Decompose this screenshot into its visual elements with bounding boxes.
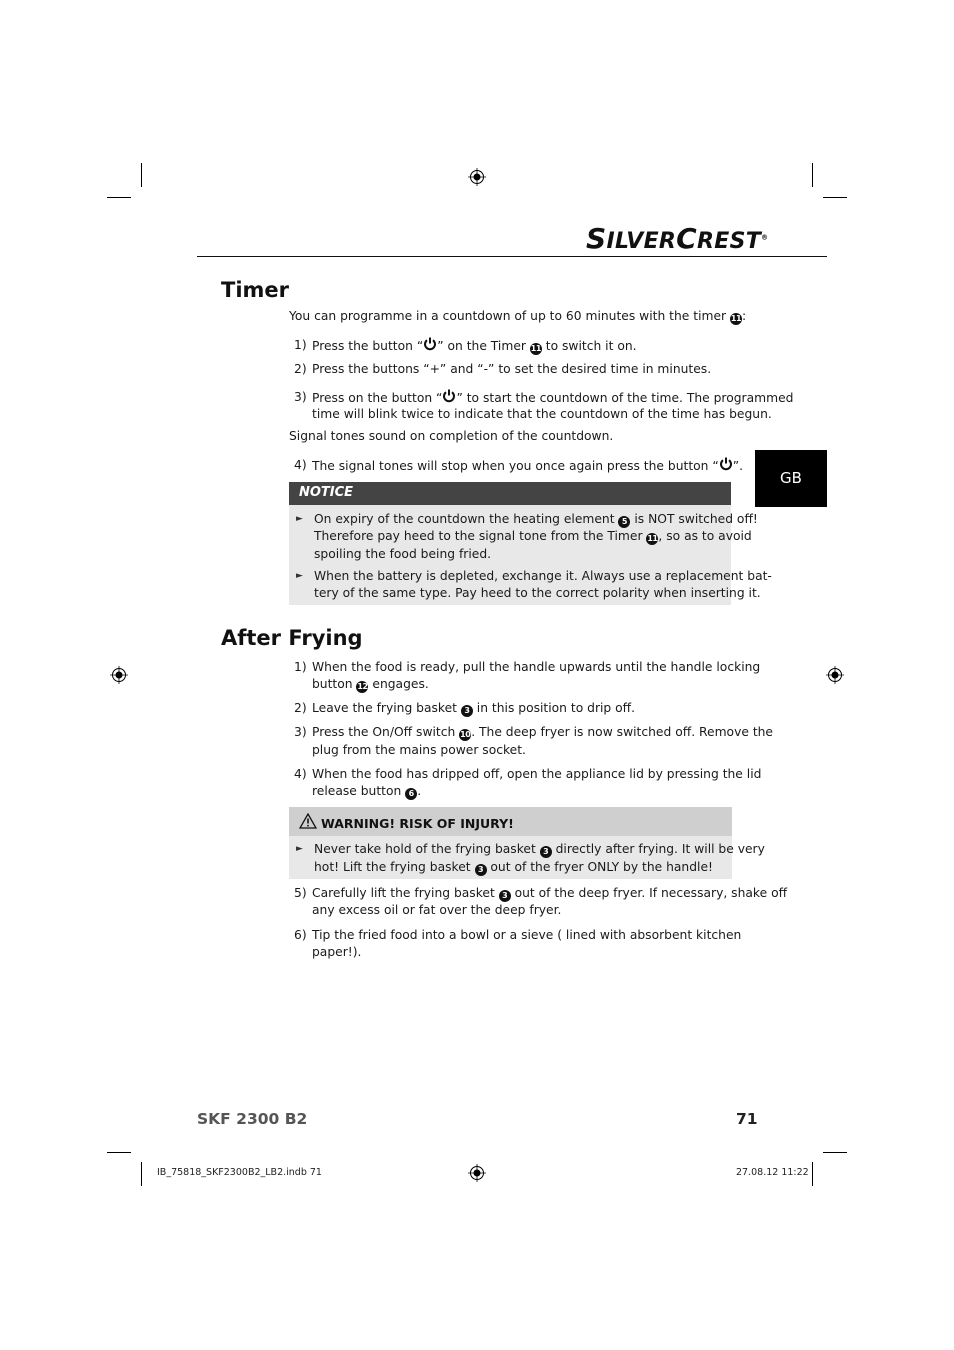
notice-bullet-1-line-1: On expiry of the countdown the heating element 5 is NOT switched off! (314, 512, 758, 526)
warning-title: WARNING! RISK OF INJURY! (321, 816, 514, 831)
notice-bullet-2-line-2: tery of the same type. Pay heed to the correct polarity when inserting it. (314, 586, 761, 600)
warning-line-2: hot! Lift the frying basket 3 out of the fryer ONLY by the handle! (314, 860, 713, 874)
bullet-arrow-icon: ► (296, 514, 303, 524)
ref-badge: 10 (460, 730, 471, 739)
crop-mark (823, 1152, 847, 1153)
after-step-3-line-2: plug from the mains power socket. (312, 743, 526, 757)
footer-model-number: SKF 2300 B2 (197, 1110, 308, 1128)
power-icon (423, 337, 437, 351)
language-tab: GB (755, 450, 827, 507)
timer-step-2: Press the buttons “+” and “-” to set the desired time in minutes. (312, 362, 712, 376)
step-number: 3) (294, 390, 307, 404)
header-rule (197, 256, 827, 257)
bullet-arrow-icon: ► (296, 571, 303, 581)
after-step-5-line-1: Carefully lift the frying basket 3 out of the deep fryer. If necessary, shake off (312, 886, 788, 900)
ref-badge: 11 (647, 534, 658, 543)
step-number: 1) (294, 338, 307, 352)
after-step-3-line-1: Press the On/Off switch 10. The deep fryer is now switched off. Remove the (312, 725, 773, 739)
step-number: 4) (294, 458, 307, 472)
ref-badge: 5 (618, 516, 630, 528)
step-number: 2) (294, 362, 307, 376)
ref-badge: 12 (357, 682, 368, 691)
ref-badge: 11 (730, 314, 742, 323)
print-slug-left: IB_75818_SKF2300B2_LB2.indb 71 (157, 1167, 322, 1178)
notice-bullet-1-line-2: Therefore pay heed to the signal tone from the Timer 11, so as to avoid (314, 529, 752, 543)
notice-title: NOTICE (299, 485, 354, 500)
after-step-6-line-2: paper!). (312, 945, 362, 959)
step-number: 5) (294, 886, 307, 900)
after-step-6-line-1: Tip the fried food into a bowl or a sieve ( lined with absorbent kitchen (312, 928, 742, 942)
after-frying-heading: After Frying (221, 626, 363, 650)
step-number: 1) (294, 660, 307, 674)
timer-step-4: The signal tones will stop when you once again press the button “ ”. (312, 459, 744, 473)
crop-mark (141, 163, 142, 187)
ref-badge: 3 (475, 864, 487, 876)
ref-badge: 3 (540, 846, 552, 858)
print-slug-right: 27.08.12 11:22 (736, 1167, 809, 1178)
notice-bullet-1-line-3: spoiling the food being fried. (314, 547, 492, 561)
timer-step-1: Press the button “ ” on the Timer 11 to switch it on. (312, 339, 637, 353)
power-icon (442, 389, 456, 403)
power-icon (719, 457, 733, 471)
warning-line-1: Never take hold of the frying basket 3 directly after frying. It will be very (314, 842, 765, 856)
ref-badge: 3 (499, 890, 511, 902)
timer-heading: Timer (221, 278, 290, 302)
warning-header (289, 807, 732, 836)
notice-bullet-2-line-1: When the battery is depleted, exchange it. Always use a replacement bat- (314, 569, 772, 583)
timer-step-3: Press on the button “ ” to start the countdown of the time. The programmed (312, 391, 794, 405)
ref-badge: 3 (461, 705, 473, 717)
step-number: 2) (294, 701, 307, 715)
step-number: 4) (294, 767, 307, 781)
crop-mark (107, 1152, 131, 1153)
silvercrest-logo: SILVERCREST® (586, 222, 769, 255)
page-number: 71 (736, 1110, 758, 1128)
ref-badge: 6 (405, 788, 417, 800)
timer-intro: You can programme in a countdown of up to 60 minutes with the timer 11: (289, 309, 747, 323)
ref-badge: 11 (530, 344, 541, 353)
step-number: 6) (294, 928, 307, 942)
crop-mark (141, 1162, 142, 1186)
timer-step-3-line-2: time will blink twice to indicate that the countdown of the time has begun. (312, 407, 772, 421)
notice-header (289, 482, 731, 505)
crop-mark (107, 197, 131, 198)
after-step-1-line-1: When the food is ready, pull the handle upwards until the handle locking (312, 660, 761, 674)
after-step-4-line-2: release button 6 . (312, 784, 422, 798)
registration-mark-icon (826, 666, 844, 684)
bullet-arrow-icon: ► (296, 844, 303, 854)
registration-mark-icon (468, 168, 486, 186)
registration-mark-icon (468, 1164, 486, 1182)
after-step-1-line-2: button 12 engages. (312, 677, 429, 691)
after-step-4-line-1: When the food has dripped off, open the appliance lid by pressing the lid (312, 767, 762, 781)
crop-mark (812, 163, 813, 187)
crop-mark (823, 197, 847, 198)
crop-mark (812, 1162, 813, 1186)
after-step-2: Leave the frying basket 3 in this position to drip off. (312, 701, 636, 715)
step-number: 3) (294, 725, 307, 739)
timer-signal-text: Signal tones sound on completion of the countdown. (289, 429, 614, 443)
warning-triangle-icon (299, 813, 317, 829)
registration-mark-icon (110, 666, 128, 684)
after-step-5-line-2: any excess oil or fat over the deep fryer. (312, 903, 562, 917)
